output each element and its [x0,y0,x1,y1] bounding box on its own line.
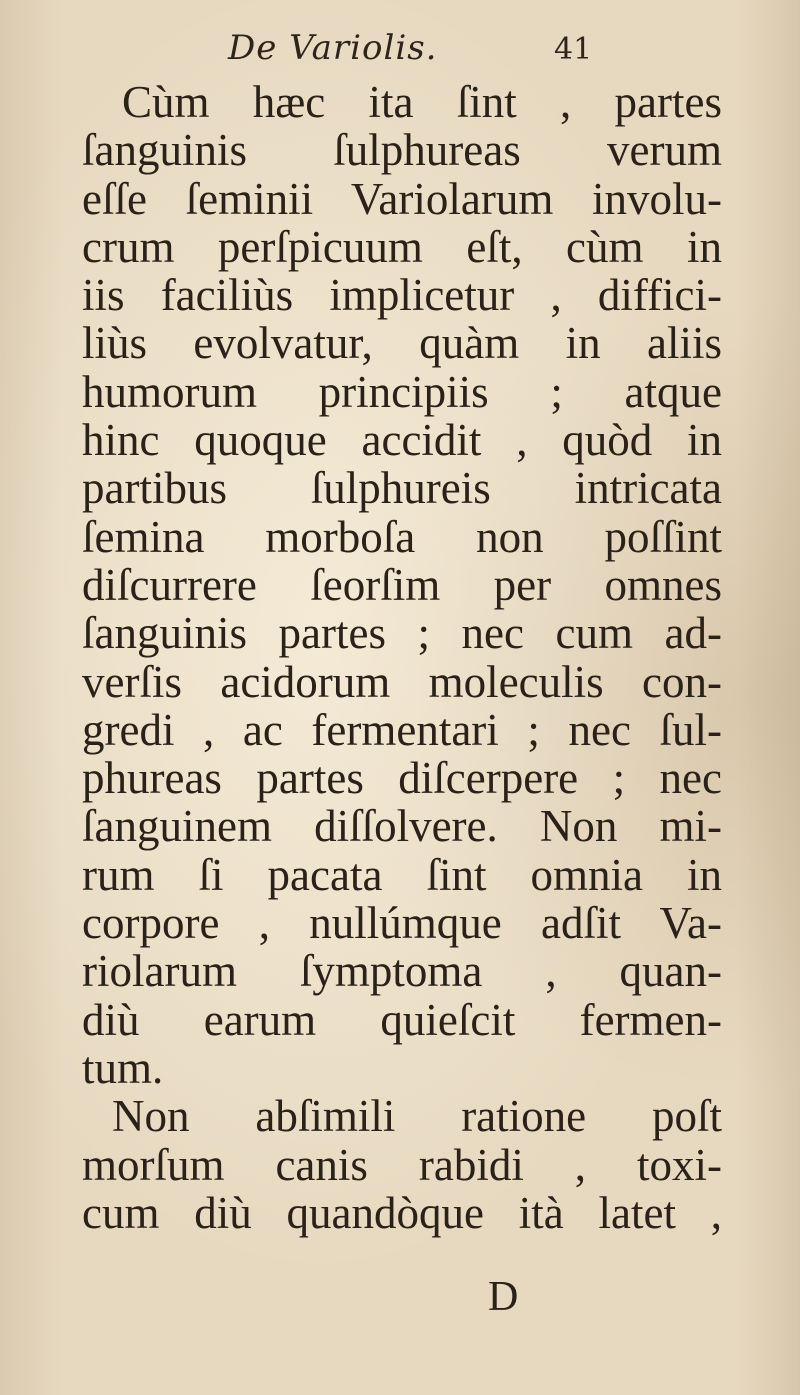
text-line: ſanguinis ſulphureas verum [82,125,722,176]
text-line: verſis acidorum moleculis con- [82,656,722,707]
text-line: rum ſi pacata ſint omnia in [82,849,722,900]
text-line: phureas partes diſcerpere ; nec [82,753,722,804]
body-text [82,78,722,1237]
text-line: gredi , ac fermentari ; nec ſul- [82,704,722,755]
catchword: D [488,1274,519,1320]
text-line: crum perſpicuum eſt, cùm in [82,221,722,272]
text-line: tum. [82,1042,164,1093]
text-line: iis faciliùs implicetur , diffici- [82,270,722,321]
text-line: liùs evolvatur, quàm in aliis [82,318,722,369]
text-line: ſanguinem diſſolvere. Non mi- [82,801,722,852]
text-line: ſemina morboſa non poſſint [82,511,722,562]
text-line: Non abſimili ratione poſt [112,1091,722,1142]
text-line: morſum canis rabidi , toxi- [82,1139,722,1190]
text-line: diù earum quieſcit fermen- [82,994,722,1045]
text-line: riolarum ſymptoma , quan- [82,946,722,997]
running-title: De Variolis. [228,28,438,68]
text-line: cum diù quandòque ità latet , [82,1187,722,1238]
text-line: diſcurrere ſeorſim per omnes [82,559,722,610]
text-line: Cùm hæc ita ſint , partes [122,77,722,127]
text-line: hinc quoque accidit , quòd in [82,415,722,466]
text-line: partibus ſulphureis intricata [82,463,722,514]
text-line: eſſe ſeminii Variolarum involu- [82,173,722,224]
page-number: 41 [554,32,593,67]
text-line: humorum principiis ; atque [82,366,722,417]
text-line: corpore , nullúmque adſit Va- [82,898,722,949]
page-header [0,28,800,68]
text-line: ſanguinis partes ; nec cum ad- [82,608,722,659]
